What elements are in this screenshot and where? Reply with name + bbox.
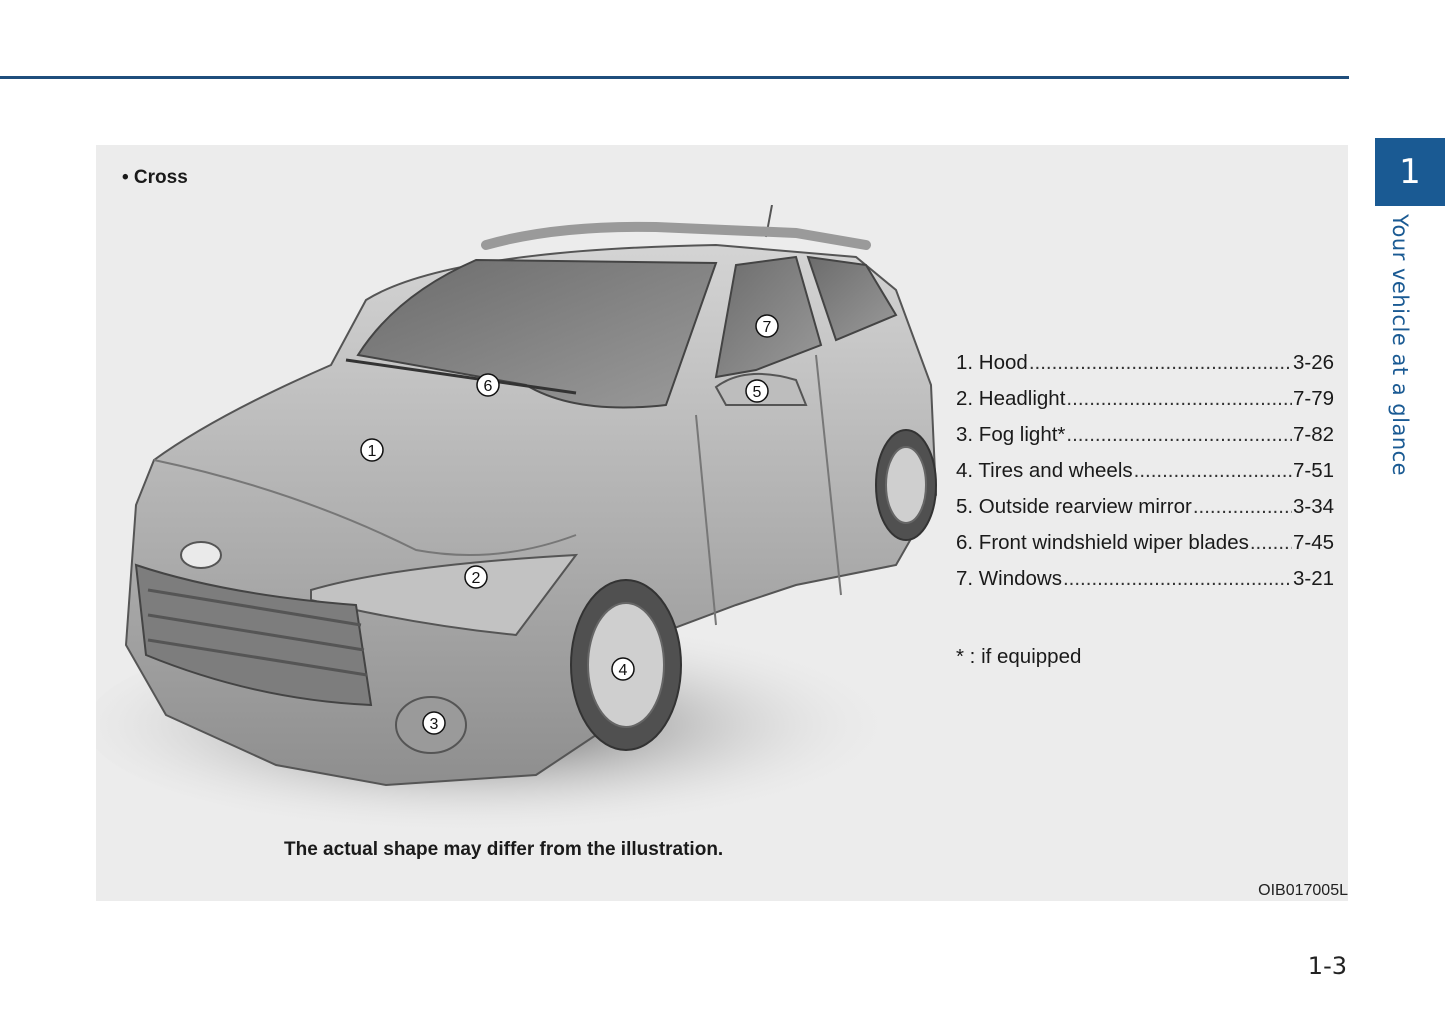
callout-5 <box>746 380 768 402</box>
header-rule <box>0 76 1349 79</box>
page-number: 1-3 <box>1307 952 1347 980</box>
callout-7 <box>756 315 778 337</box>
roof-rail <box>486 227 866 245</box>
part-page: 7-51 <box>1292 459 1334 482</box>
svg-text:5: 5 <box>752 384 762 401</box>
svg-text:3: 3 <box>429 716 439 733</box>
part-page: 7-82 <box>1292 423 1334 446</box>
part-label: 3. Fog light* <box>956 423 1066 446</box>
part-label: 5. Outside rearview mirror <box>956 495 1192 518</box>
leader-dots <box>1193 495 1292 519</box>
chapter-title: Your vehicle at a glance <box>1388 214 1412 477</box>
part-label: 4. Tires and wheels <box>956 459 1133 482</box>
list-item <box>956 567 1334 603</box>
callout-3 <box>423 712 445 734</box>
list-item <box>956 423 1334 459</box>
list-item <box>956 351 1334 387</box>
svg-text:4: 4 <box>618 662 628 679</box>
svg-text:7: 7 <box>762 319 772 336</box>
leader-dots <box>1250 531 1292 555</box>
part-page: 3-21 <box>1292 567 1334 590</box>
leader-dots <box>1063 567 1292 591</box>
illustration-disclaimer: The actual shape may differ from the illustration. <box>284 839 724 860</box>
car-illustration <box>96 205 956 845</box>
part-label: 6. Front windshield wiper blades <box>956 531 1249 554</box>
part-page: 7-45 <box>1292 531 1334 554</box>
footnote: * : if equipped <box>956 645 1082 668</box>
leader-dots <box>1029 351 1292 375</box>
callout-2 <box>465 566 487 588</box>
brand-emblem <box>181 542 221 568</box>
figure-code: OIB017005L <box>1258 882 1348 899</box>
callout-4 <box>612 658 634 680</box>
leader-dots <box>1066 387 1292 411</box>
figure-panel <box>96 145 1348 901</box>
list-item <box>956 495 1334 531</box>
list-item <box>956 531 1334 567</box>
part-page: 3-26 <box>1292 351 1334 374</box>
list-item <box>956 459 1334 495</box>
list-item <box>956 387 1334 423</box>
leader-dots <box>1066 423 1292 447</box>
chapter-number-tab <box>1375 138 1445 206</box>
svg-text:2: 2 <box>471 570 481 587</box>
variant-label: • Cross <box>122 167 188 188</box>
svg-text:1: 1 <box>367 443 377 460</box>
part-label: 1. Hood <box>956 351 1028 374</box>
part-label: 7. Windows <box>956 567 1062 590</box>
part-page: 3-34 <box>1292 495 1334 518</box>
callout-6 <box>477 374 499 396</box>
callout-1 <box>361 439 383 461</box>
part-page: 7-79 <box>1292 387 1334 410</box>
rear-rim <box>886 447 926 523</box>
svg-text:6: 6 <box>483 378 493 395</box>
part-label: 2. Headlight <box>956 387 1066 410</box>
chapter-number: 1 <box>1399 152 1421 192</box>
parts-list <box>956 351 1334 603</box>
leader-dots <box>1134 459 1292 483</box>
